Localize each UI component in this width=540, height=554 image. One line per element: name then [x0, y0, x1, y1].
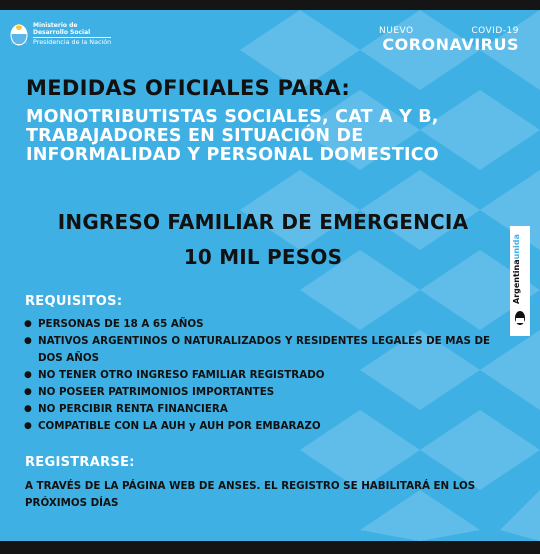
bullet-icon: ●: [24, 421, 32, 431]
bottom-black-bar: [0, 541, 540, 554]
gov-presidency-line: Presidencia de la Nación: [33, 38, 112, 46]
covid-nuevo-label: NUEVO: [379, 26, 414, 36]
list-item: ● NATIVOS ARGENTINOS O NATURALIZADOS Y RESIDENTES LEGALES DE MAS DE DOS AÑOS: [24, 333, 514, 367]
list-item: ● COMPATIBLE CON LA AUH y AUH POR EMBARAZO: [24, 418, 514, 435]
gov-ministry-line2: Desarrollo Social: [33, 29, 91, 36]
bullet-icon: ●: [24, 370, 32, 380]
badge-word-argentina: Argentina: [512, 259, 521, 304]
list-item: ● NO PERCIBIR RENTA FINANCIERA: [24, 401, 514, 418]
argentina-shield-icon: [10, 22, 28, 46]
covid-19-label: COVID-19: [471, 26, 519, 36]
list-item: ● NO POSEER PATRIMONIOS IMPORTANTES: [24, 384, 514, 401]
top-black-bar: [0, 0, 540, 10]
subtitle-line: INFORMALIDAD Y PERSONAL DOMESTICO: [26, 145, 439, 165]
main-title: MEDIDAS OFICIALES PARA:: [26, 76, 351, 100]
gov-ministry-line1: Ministerio de: [33, 22, 78, 29]
requisitos-list: [24, 316, 514, 435]
registrarse-heading: REGISTRARSE:: [25, 455, 135, 470]
program-amount: 10 MIL PESOS: [183, 245, 343, 269]
badge-word-unida: unida: [512, 234, 521, 260]
requisitos-heading: REQUISITOS:: [25, 294, 123, 309]
argentina-shield-small-icon: [514, 310, 526, 326]
subtitle-line: TRABAJADORES EN SITUACIÓN DE: [26, 126, 364, 146]
bullet-icon: ●: [24, 404, 32, 414]
bullet-icon: ●: [24, 336, 32, 346]
registrarse-text: A TRAVÉS DE LA PÁGINA WEB DE ANSES. EL REGISTRO SE HABILITARÁ EN LOS PRÓXIMOS DÍAS: [25, 480, 476, 509]
badge-text: [512, 230, 521, 304]
program-name: INGRESO FAMILIAR DE EMERGENCIA: [57, 210, 469, 234]
coronavirus-title: CORONAVIRUS: [382, 35, 519, 54]
government-logo: [10, 22, 111, 46]
bullet-icon: ●: [24, 387, 32, 397]
subtitle-line: MONOTRIBUTISTAS SOCIALES, CAT A Y B,: [26, 107, 439, 127]
coronavirus-header: [379, 26, 519, 54]
bullet-icon: ●: [24, 319, 32, 329]
list-item: ● NO TENER OTRO INGRESO FAMILIAR REGISTRADO: [24, 367, 514, 384]
list-item: ● PERSONAS DE 18 A 65 AÑOS: [24, 316, 514, 333]
subtitle: [26, 108, 439, 165]
